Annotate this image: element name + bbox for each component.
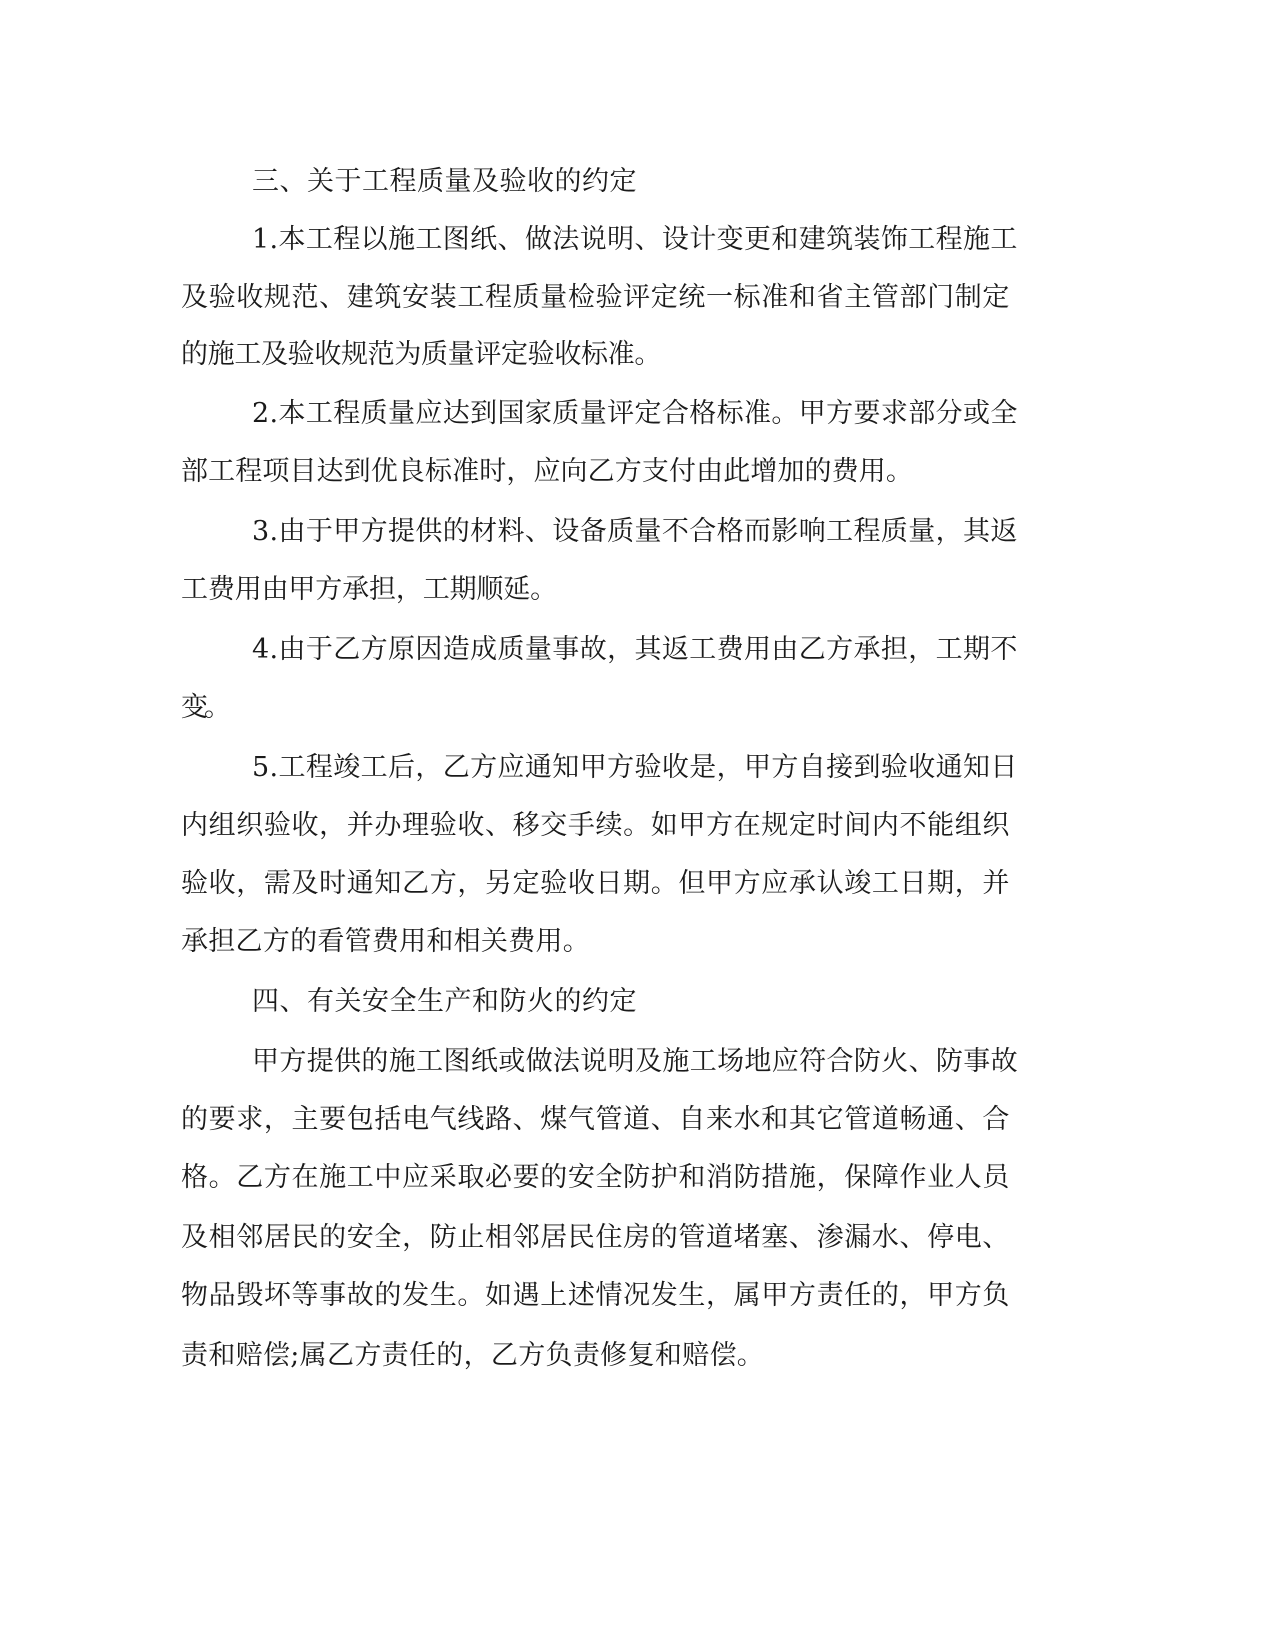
paragraph-line: 部工程项目达到优良标准时，应向乙方支付由此增加的费用。: [181, 456, 913, 487]
section-heading: 四、有关安全生产和防火的约定: [252, 986, 637, 1017]
paragraph-line: 责和赔偿;属乙方责任的，乙方负责修复和赔偿。: [181, 1340, 765, 1371]
paragraph-line: 3.由于甲方提供的材料、设备质量不合格而影响工程质量，其返: [252, 516, 1018, 547]
paragraph-line: 承担乙方的看管费用和相关费用。: [181, 926, 590, 957]
paragraph-line: 4.由于乙方原因造成质量事故，其返工费用由乙方承担，工期不: [252, 634, 1018, 665]
paragraph-line: 5.工程竣工后，乙方应通知甲方验收是，甲方自接到验收通知日: [252, 752, 1018, 783]
paragraph-line: 变。: [181, 692, 227, 723]
paragraph-line: 甲方提供的施工图纸或做法说明及施工场地应符合防火、防事故: [252, 1046, 1018, 1077]
paragraph-line: 及相邻居民的安全，防止相邻居民住房的管道堵塞、渗漏水、停电、: [181, 1222, 1010, 1253]
paragraph-line: 验收，需及时通知乙方，另定验收日期。但甲方应承认竣工日期，并: [181, 868, 1010, 899]
paragraph-line: 的要求，主要包括电气线路、煤气管道、自来水和其它管道畅通、合: [181, 1104, 1010, 1135]
paragraph-line: 1.本工程以施工图纸、做法说明、设计变更和建筑装饰工程施工: [252, 224, 1018, 255]
paragraph-line: 格。乙方在施工中应采取必要的安全防护和消防措施，保障作业人员: [181, 1162, 1010, 1193]
section-heading: 三、关于工程质量及验收的约定: [252, 166, 637, 197]
paragraph-line: 2.本工程质量应达到国家质量评定合格标准。甲方要求部分或全: [252, 398, 1018, 429]
paragraph-line: 工费用由甲方承担，工期顺延。: [181, 574, 557, 605]
paragraph-line: 的施工及验收规范为质量评定验收标准。: [181, 339, 661, 370]
paragraph-line: 物品毁坏等事故的发生。如遇上述情况发生，属甲方责任的，甲方负: [181, 1280, 1010, 1311]
paragraph-line: 内组织验收，并办理验收、移交手续。如甲方在规定时间内不能组织: [181, 810, 1010, 841]
paragraph-line: 及验收规范、建筑安装工程质量检验评定统一标准和省主管部门制定: [181, 282, 1010, 313]
